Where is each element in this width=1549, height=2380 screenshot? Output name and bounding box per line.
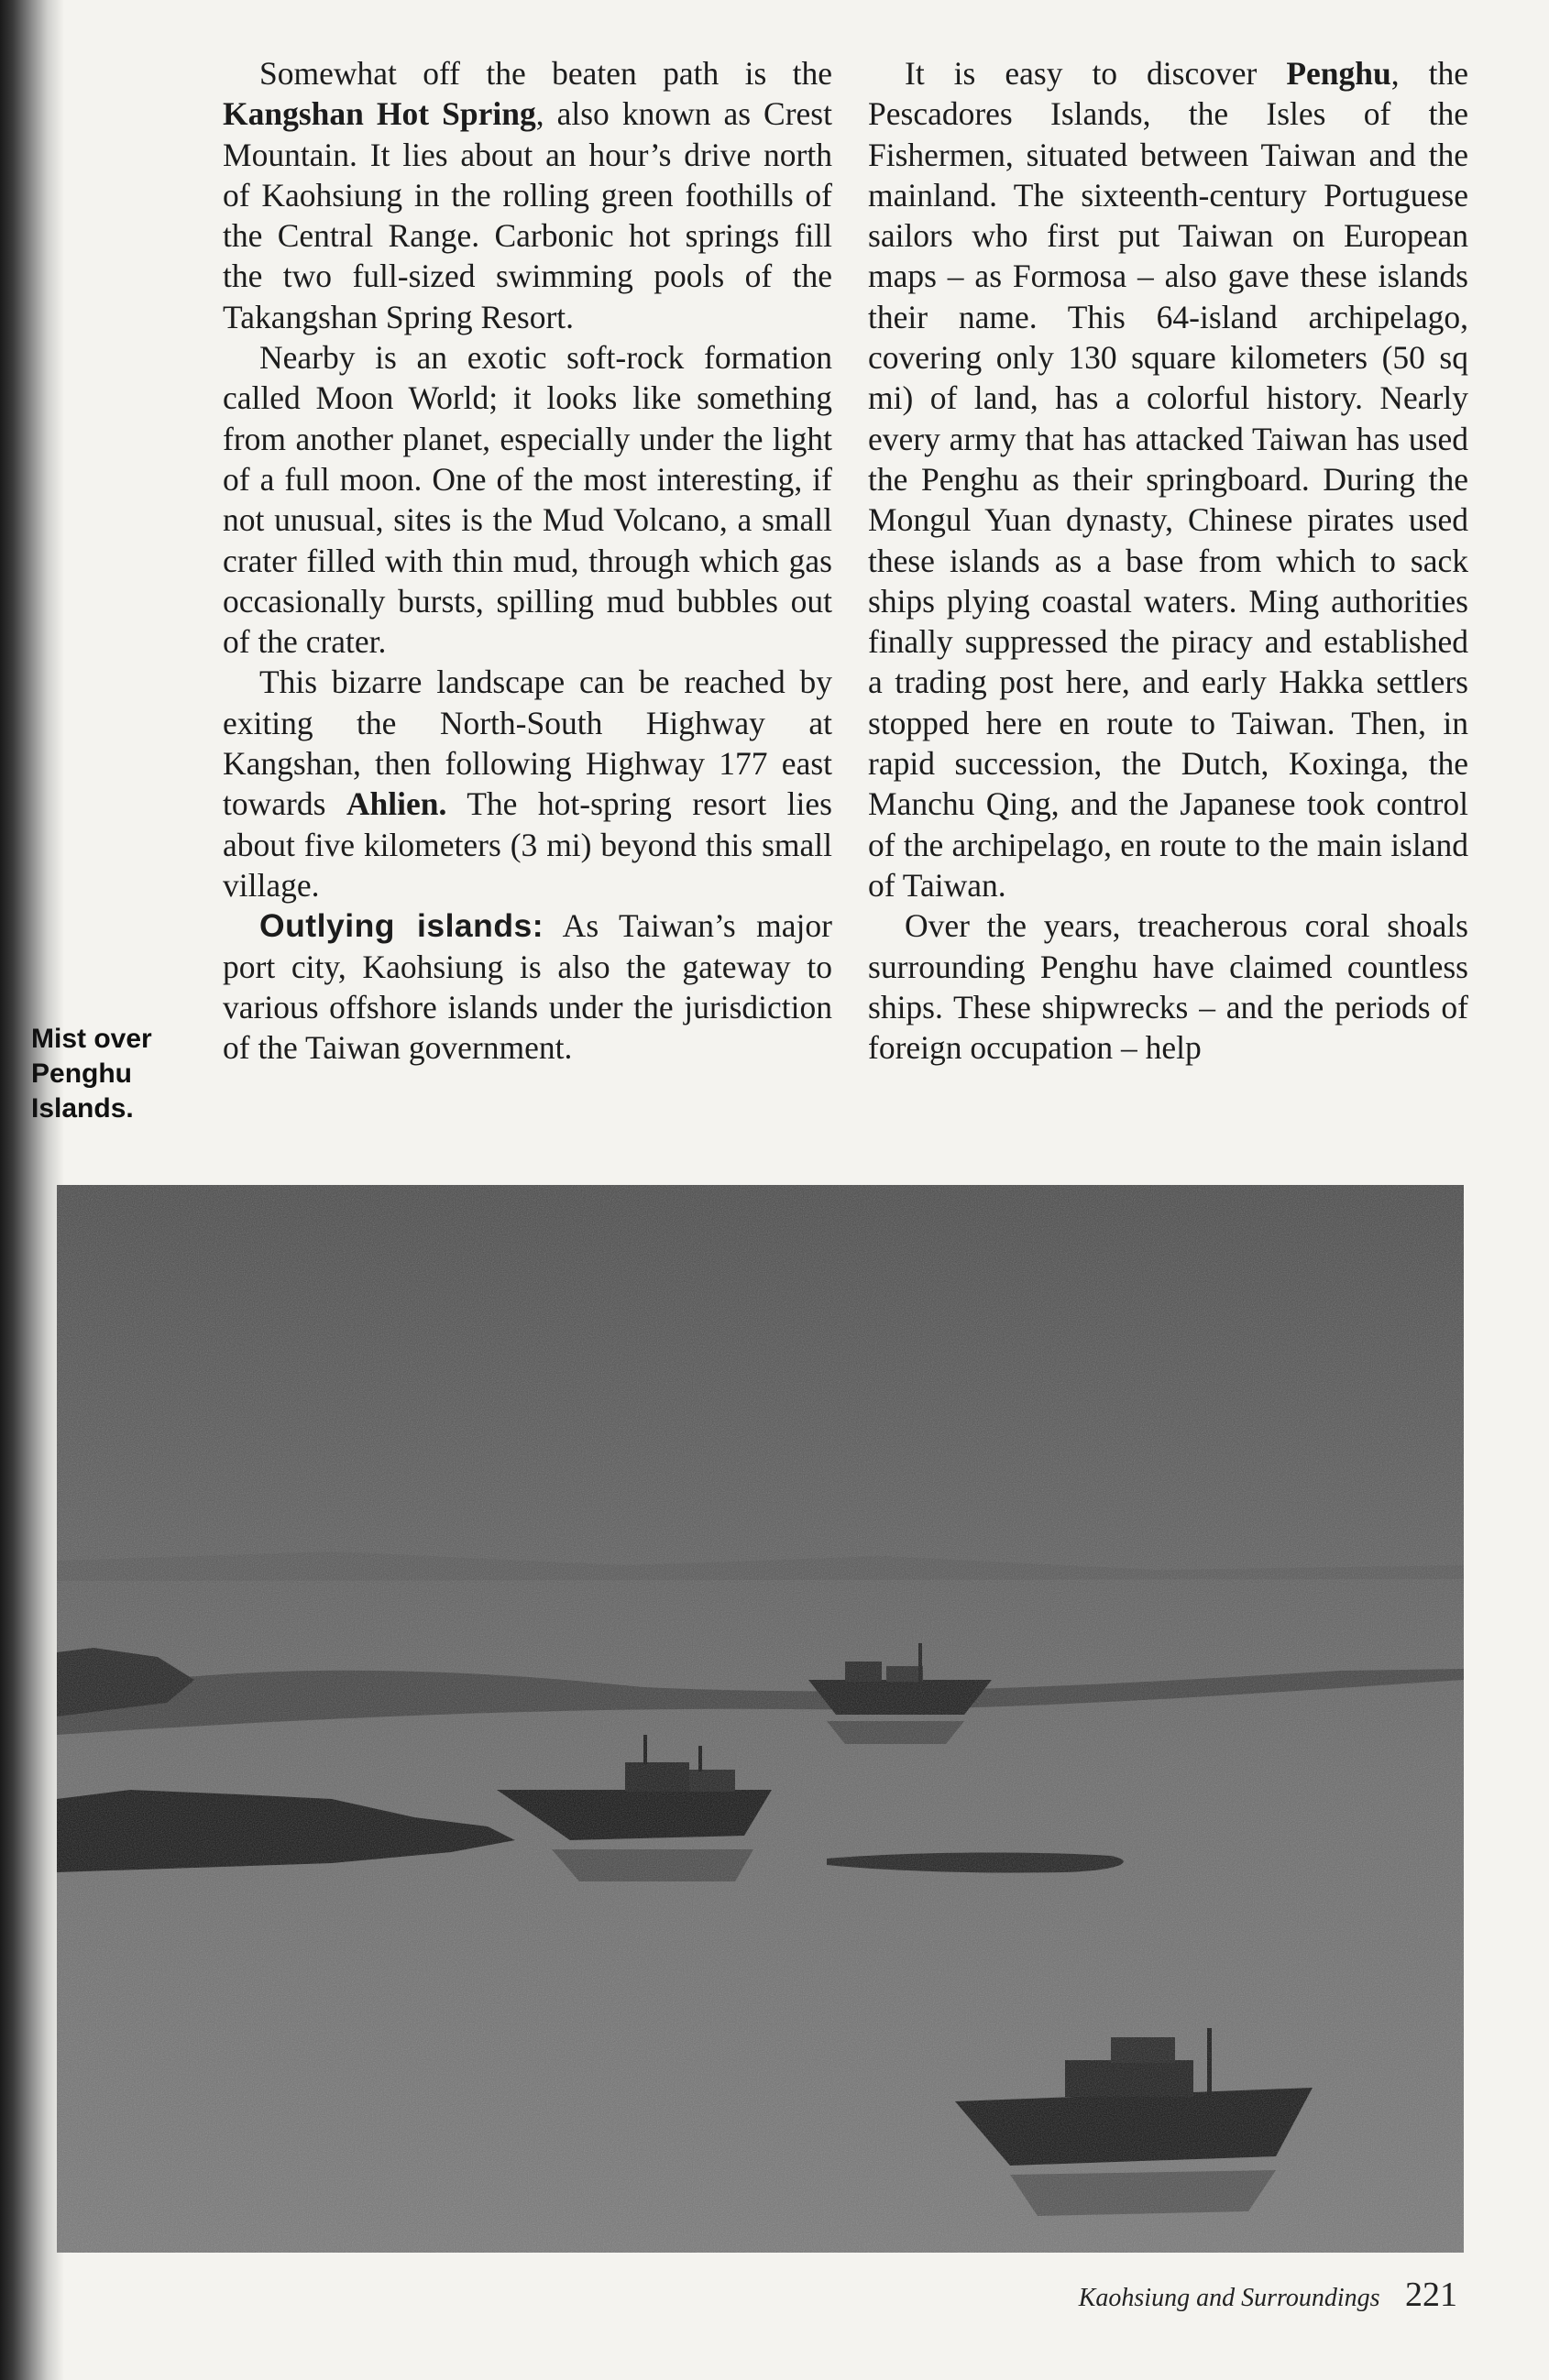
- caption-line: Islands.: [31, 1093, 134, 1124]
- caption-line: Penghu: [31, 1058, 132, 1089]
- page-footer: [1079, 2275, 1457, 2315]
- paragraph-outlying-islands: Outlying islands: As Taiwan’s major port city, Kaohsiung is also the gateway to various offshore islands under the jurisdiction of the Taiwan government.: [223, 907, 832, 1067]
- photo-caption: [31, 1022, 150, 1126]
- paragraph-directions: This bizarre landscape can be reached by exiting the North-South Highway at Kangshan, then following Highway 177 east towards Ahlien. The hot-spring resort lies about five kilometers (3 mi) beyond this small village.: [223, 664, 832, 904]
- paragraph-penghu: It is easy to discover Penghu, the Pescadores Islands, the Isles of the Fishermen, situated between Taiwan and the mainland. The sixteenth-century Portuguese sailors who first put Taiwan on European maps – as Formosa – also gave these islands their name. This 64-island archipelago, covering only 130 square kilometers (50 sq mi) of land, has a colorful history. Nearly every army that has attacked Taiwan has used the Penghu as their springboard. During the Mongul Yuan dynasty, Chinese pirates used these islands as a base from which to sack ships plying coastal waters. Ming authorities finally suppressed the piracy and established a trading post here, and early Hakka settlers stopped here en route to Taiwan. Then, in rapid succession, the Dutch, Koxinga, the Manchu Qing, and the Japanese took control of the archipelago, en route to the main island of Taiwan.: [868, 55, 1468, 904]
- photo-grain: [57, 1185, 1464, 2253]
- subhead-outlying-islands: Outlying islands:: [259, 907, 544, 945]
- left-column: [223, 53, 832, 1068]
- penghu-boats-photo: [57, 1185, 1464, 2253]
- page-number: 221: [1405, 2276, 1457, 2314]
- paragraph-moon-world: Nearby is an exotic soft-rock formation called Moon World; it looks like something from another planet, especially under the light of a full moon. One of the most interesting, if not unusual, sites is the Mud Volcano, a small crater filled with thin mud, through which gas occasionally bursts, spilling mud bubbles out of the crater.: [223, 339, 832, 661]
- page-binding-edge: [0, 0, 64, 2380]
- right-column: [868, 53, 1468, 1068]
- footer-section-title: Kaohsiung and Surroundings: [1078, 2284, 1380, 2312]
- paragraph-kangshan: Somewhat off the beaten path is the Kangshan Hot Spring, also known as Crest Mountain. It lies about an hour’s drive north of Kaohsiung in the rolling green foothills of the Central Range. Carbonic hot springs fill the two full-sized swimming pools of the Takangshan Spring Resort.: [223, 55, 832, 335]
- caption-line: Mist over: [31, 1024, 152, 1054]
- paragraph-shipwrecks: Over the years, treacherous coral shoals surrounding Penghu have claimed countless ships. These shipwrecks – and the periods of foreign occupation – help: [868, 907, 1468, 1067]
